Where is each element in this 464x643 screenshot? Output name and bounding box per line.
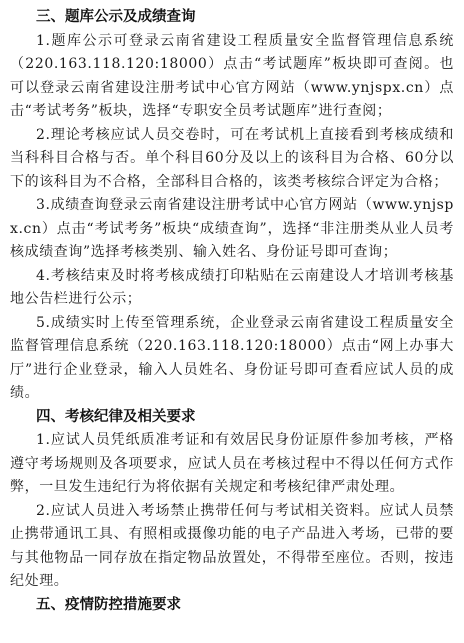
- paragraph: 1.应试人员凭纸质准考证和有效居民身份证原件参加考核，严格遵守考场规则及各项要求，应试人员在考核过程中不得以任何方式作弊，一旦发生违纪行为将依据有关规定和考核纪律严肃处理。: [10, 432, 454, 495]
- section-heading: 三、题库公示及成绩查询: [36, 9, 196, 25]
- paragraph: 2.理论考核应试人员交卷时，可在考试机上直接看到考核成绩和当科科目合格与否。单个科目60分及以上的该科目为合格、60分以下的该科目为不合格，全部科目合格的，该类考核综合评定为合格；: [10, 126, 454, 190]
- section-results: [10, 6, 454, 406]
- paragraph: 3.成绩查询登录云南省建设注册考试中心官方网站（www.ynjspx.cn）点击“考试考务”板块“成绩查询”，选择“非注册类从业人员考核成绩查询”选择考核类别、输入姓名、身份证号即可查询；: [10, 197, 454, 260]
- section-heading: 四、考核纪律及相关要求: [36, 408, 196, 425]
- section-heading: 五、疫情防控措施要求: [36, 596, 181, 613]
- paragraph: 4.考核结束及时将考核成绩打印粘贴在云南建设人才培训考核基地公告栏进行公示；: [10, 267, 454, 307]
- section-epidemic: [10, 594, 454, 618]
- section-discipline: [10, 406, 454, 594]
- paragraph: 2.应试人员进入考场禁止携带任何与考试相关资料。应试人员禁止携带通讯工具、有照相或摄像功能的电子产品进入考场，已带的要与其他物品一同存放在指定物品放置处，不得带至座位。否则，按违纪处理。: [10, 502, 454, 589]
- paragraph: 5.成绩实时上传至管理系统，企业登录云南省建设工程质量安全监督管理信息系统（220.163.118.120:18000）点击“网上办事大厅”进行企业登录，输入人员姓名、身份证号即可查看应试人员的成绩。: [10, 314, 454, 401]
- document-page: [10, 6, 454, 617]
- paragraph: 1.题库公示可登录云南省建设工程质量安全监督管理信息系统（220.163.118.120:18000）点击“考试题库”板块即可查阅。也可以登录云南省建设注册考试中心官方网站（www.ynjspx.cn）点击“考试考务”板块，选择“专职安全员考试题库”进行查阅；: [10, 32, 454, 119]
